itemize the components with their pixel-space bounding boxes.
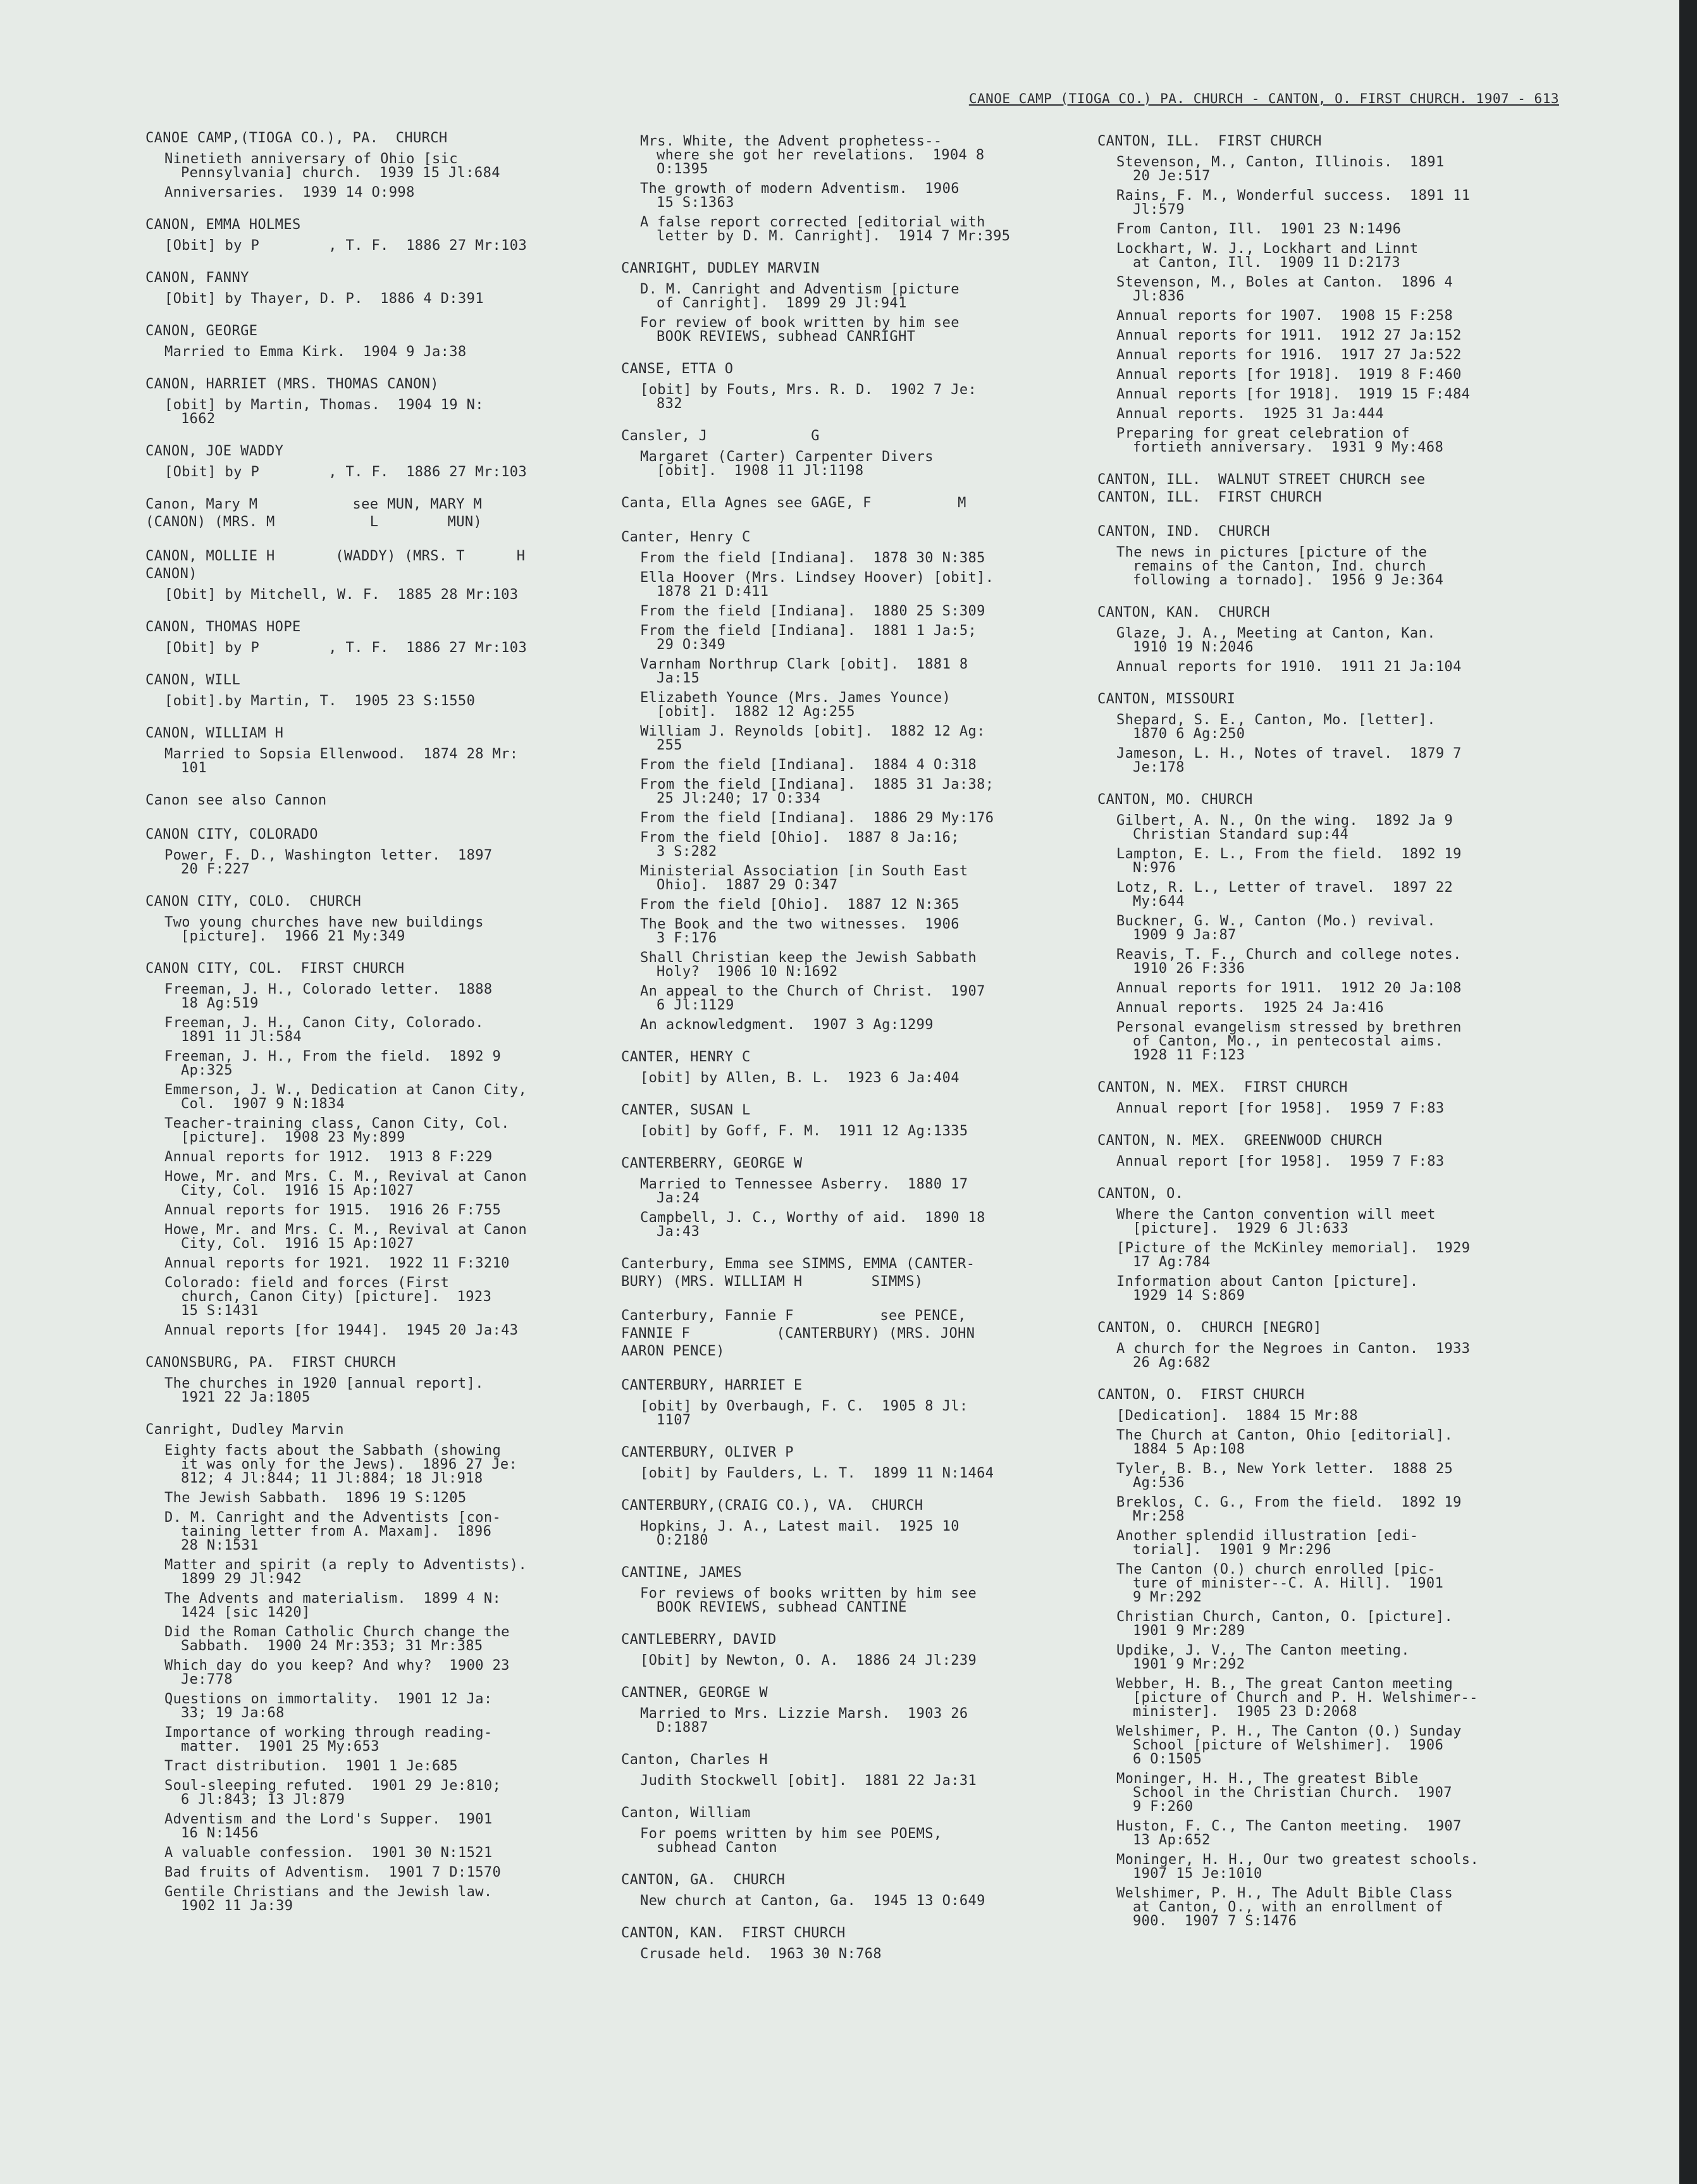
entry-citation: A valuable confession. 1901 30 N:1521 [164,1845,493,1861]
entry-heading: CANTERBERRY, GEORGE W [621,1156,803,1171]
entry-citation: [obit] by Martin, Thomas. 1904 19 N: 1662 [164,397,484,427]
entry-heading: Canon see also Cannon [145,793,327,808]
entry-citation: Anniversaries. 1939 14 O:998 [164,185,415,201]
index-entry [1097,1079,1584,1116]
index-entry [145,672,633,708]
entry-citation: Annual reports for 1921. 1922 11 F:3210 [164,1255,510,1271]
entry-citation: Ella Hoover (Mrs. Lindsey Hoover) [obit]. 1878 21 D:411 [640,570,994,600]
index-entry [621,1805,1108,1855]
entry-citation: An appeal to the Church of Christ. 1907 6 Jl:1129 [640,984,985,1013]
entry-citation: Stevenson, M., Boles at Canton. 1896 4 Jl:836 [1116,275,1453,304]
index-entry [145,792,633,810]
index-entry [621,1255,1108,1291]
entry-heading: Canton, William [621,1805,751,1821]
entry-citation: The Jewish Sabbath. 1896 19 S:1205 [164,1490,467,1506]
entry-citation: Gilbert, A. N., On the wing. 1892 Ja 9 Christian Standard sup:44 [1116,813,1453,842]
entry-citation: Matter and spirit (a reply to Adventists). 1899 29 Jl:942 [164,1557,528,1587]
entry-heading: Canterbury, Emma see SIMMS, EMMA (CANTER- BURY) (MRS. WILLIAM H SIMMS) [621,1256,975,1290]
entry-citation: For review of book written by him see BOOK REVIEWS, subhead CANRIGHT [640,315,960,345]
entry-heading: CANTON, KAN. CHURCH [1097,605,1270,620]
entry-citation: Moninger, H. H., The greatest Bible School in the Christian Church. 1907 9 F:260 [1116,1771,1452,1815]
entry-heading: Canter, Henry C [621,529,751,545]
entry-citation: Annual report [for 1958]. 1959 7 F:83 [1116,1101,1445,1116]
index-entry [621,1684,1108,1735]
index-entry [621,1631,1108,1668]
entry-citation: Soul-sleeping refuted. 1901 29 Je:810; 6 Jl:843; 13 Jl:879 [164,1778,502,1808]
entry-citation: [Obit] by Thayer, D. P. 1886 4 D:391 [164,291,484,307]
entry-citation: Annual reports [for 1944]. 1945 20 Ja:43 [164,1323,519,1338]
index-entry [145,130,633,200]
entry-heading: CANTERBURY, HARRIET E [621,1378,803,1393]
entry-citation: The growth of modern Adventism. 1906 15 S:1363 [640,181,960,211]
entry-heading: CANTON, N. MEX. FIRST CHURCH [1097,1080,1348,1095]
index-column-2 [621,130,1108,1978]
entry-heading: CANTER, SUSAN L [621,1102,751,1118]
entry-citation: [Obit] by P , T. F. 1886 27 Mr:103 [164,464,528,480]
index-entry [621,361,1108,411]
entry-citation: [obit].by Martin, T. 1905 23 S:1550 [164,693,476,709]
entry-heading: CANTER, HENRY C [621,1049,751,1065]
entry-citation: [Dedication]. 1884 15 Mr:88 [1116,1408,1359,1424]
entry-citation: Freeman, J. H., Canon City, Colorado. 1891 11 Jl:584 [164,1015,484,1045]
entry-heading: CANRIGHT, DUDLEY MARVIN [621,261,820,276]
entry-heading: CANSE, ETTA O [621,361,734,377]
entry-citation: Annual reports for 1912. 1913 8 F:229 [164,1149,493,1165]
index-entry [621,428,1108,478]
index-column-1 [145,130,633,1930]
index-entry [145,619,633,655]
entry-citation: From the field [Indiana]. 1881 1 Ja:5; 29 O:349 [640,623,977,653]
index-entry [145,826,633,877]
index-entry [1097,133,1584,455]
entry-heading: CANON, WILL [145,672,241,688]
entry-citation: Varnham Northrup Clark [obit]. 1881 8 Ja:15 [640,657,968,686]
entry-heading: CANTON, ILL. WALNUT STREET CHURCH see CANTON, ILL. FIRST CHURCH [1097,472,1426,505]
index-entry [621,495,1108,512]
entry-citation: Webber, H. B., The great Canton meeting [picture of Church and P. H. Welshimer-- minister]. 1905 23 D:2068 [1116,1676,1478,1720]
entry-citation: From the field [Indiana]. 1885 31 Ja:38; 25 Jl:240; 17 O:334 [640,777,994,806]
entry-citation: Annual reports for 1907. 1908 15 F:258 [1116,308,1453,324]
entry-heading: CANON, THOMAS HOPE [145,619,301,635]
entry-citation: Breklos, C. G., From the field. 1892 19 Mr:258 [1116,1495,1462,1524]
index-entry [1097,523,1584,588]
entry-citation: Tract distribution. 1901 1 Je:685 [164,1758,458,1774]
entry-citation: Which day do you keep? And why? 1900 23 Je:778 [164,1658,510,1687]
entry-citation: Annual reports for 1911. 1912 27 Ja:152 [1116,328,1462,343]
entry-citation: Annual reports for 1911. 1912 20 Ja:108 [1116,980,1462,996]
entry-citation: Welshimer, P. H., The Canton (O.) Sunday School [picture of Welshimer]. 1906 6 O:1505 [1116,1724,1462,1767]
entry-citation: Colorado: field and forces (First church, Canon City) [picture]. 1923 15 S:1431 [164,1275,492,1319]
entry-citation: Another splendid illustration [edi- torial]. 1901 9 Mr:296 [1116,1528,1419,1558]
entry-citation: Welshimer, P. H., The Adult Bible Class at Canton, O., with an enrollment of 900. 1907 7 S:1476 [1116,1885,1453,1929]
entry-citation: From Canton, Ill. 1901 23 N:1496 [1116,221,1402,237]
entry-citation: Annual reports for 1910. 1911 21 Ja:104 [1116,659,1462,675]
entry-citation: From the field [Ohio]. 1887 8 Ja:16; 3 S:282 [640,830,960,860]
entry-citation: A church for the Negroes in Canton. 1933 26 Ag:682 [1116,1341,1471,1371]
entry-citation: Updike, J. V., The Canton meeting. 1901 9 Mr:292 [1116,1643,1410,1672]
entry-heading: CANTON, GA. CHURCH [621,1872,786,1888]
index-entry [621,1102,1108,1138]
index-entry [621,1751,1108,1788]
entry-citation: Importance of working through reading- matter. 1901 25 My:653 [164,1725,493,1755]
index-entry [621,1497,1108,1548]
entry-heading: CANTON, O. FIRST CHURCH [1097,1387,1305,1403]
index-entry [621,1564,1108,1615]
entry-citation: Married to Tennessee Asberry. 1880 17 Ja:24 [640,1176,968,1206]
index-entry [145,1421,633,1913]
entry-citation: From the field [Indiana]. 1886 29 My:176 [640,810,994,826]
entry-heading: CANTON, IND. CHURCH [1097,524,1270,540]
entry-citation: Margaret (Carter) Carpenter Divers [obit]. 1908 11 Jl:1198 [640,449,934,479]
entry-citation: An acknowledgment. 1907 3 Ag:1299 [640,1017,934,1033]
entry-citation: Married to Sopsia Ellenwood. 1874 28 Mr: 101 [164,746,519,776]
index-entry [145,725,633,775]
entry-citation: D. M. Canright and Adventism [picture of Canright]. 1899 29 Jl:941 [640,281,960,311]
entry-heading: CANONSBURG, PA. FIRST CHURCH [145,1355,396,1371]
entry-citation: Annual reports. 1925 24 Ja:416 [1116,1000,1384,1016]
entry-citation: Two young churches have new buildings [picture]. 1966 21 My:349 [164,915,484,944]
entry-citation: For poems written by him see POEMS, subhead Canton [640,1826,942,1856]
entry-citation: [obit] by Goff, F. M. 1911 12 Ag:1335 [640,1123,968,1139]
entry-heading: CANTON, ILL. FIRST CHURCH [1097,133,1322,149]
entry-citation: Lotz, R. L., Letter of travel. 1897 22 My:644 [1116,880,1453,910]
index-entry [145,496,633,531]
entry-citation: Huston, F. C., The Canton meeting. 1907 13 Ap:652 [1116,1818,1462,1848]
index-entry [621,1377,1108,1428]
entry-citation: For reviews of books written by him see BOOK REVIEWS, subhead CANTINE [640,1586,977,1615]
entry-citation: [obit] by Faulders, L. T. 1899 11 N:1464 [640,1465,994,1481]
entry-citation: [obit] by Fouts, Mrs. R. D. 1902 7 Je: 832 [640,382,977,412]
index-column-3 [1097,133,1584,1945]
entry-citation: The Advents and materialism. 1899 4 N: 1424 [sic 1420] [164,1591,502,1620]
entry-citation: Judith Stockwell [obit]. 1881 22 Ja:31 [640,1773,977,1789]
index-entry [145,443,633,479]
index-entry [1097,791,1584,1063]
entry-heading: CANON, MOLLIE H (WADDY) (MRS. T H CANON) [145,548,526,582]
entry-citation: Howe, Mr. and Mrs. C. M., Revival at Canon City, Col. 1916 15 Ap:1027 [164,1169,528,1199]
entry-heading: CANON, HARRIET (MRS. THOMAS CANON) [145,376,439,392]
entry-citation: Preparing for great celebration of fortieth anniversary. 1931 9 My:468 [1116,426,1444,455]
entry-heading: CANTINE, JAMES [621,1565,743,1581]
entry-heading: CANON, GEORGE [145,323,258,339]
entry-heading: CANON CITY, COLORADO [145,827,318,842]
entry-citation: Married to Mrs. Lizzie Marsh. 1903 26 D:1887 [640,1706,968,1736]
entry-citation: From the field [Indiana]. 1878 30 N:385 [640,550,985,566]
index-entry [145,376,633,426]
entry-citation: Glaze, J. A., Meeting at Canton, Kan. 1910 19 N:2046 [1116,626,1436,655]
entry-citation: Shepard, S. E., Canton, Mo. [letter]. 1870 6 Ag:250 [1116,712,1436,742]
entry-citation: Buckner, G. W., Canton (Mo.) revival. 1909 9 Ja:87 [1116,913,1436,943]
index-entry [1097,604,1584,674]
entry-citation: [Obit] by Newton, O. A. 1886 24 Jl:239 [640,1653,977,1669]
index-entry [621,1049,1108,1085]
entry-citation: Elizabeth Younce (Mrs. James Younce) [obit]. 1882 12 Ag:255 [640,690,951,720]
entry-heading: CANTERBURY,(CRAIG CO.), VA. CHURCH [621,1498,923,1514]
scan-edge [1679,0,1697,2184]
entry-heading: CANON, WILLIAM H [145,725,284,741]
index-entry [621,1444,1108,1481]
entry-citation: D. M. Canright and the Adventists [con- taining letter from A. Maxam]. 1896 28 N:1531 [164,1510,502,1553]
entry-heading: CANTON, KAN. FIRST CHURCH [621,1925,846,1941]
entry-citation: Shall Christian keep the Jewish Sabbath Holy? 1906 10 N:1692 [640,950,977,980]
entry-heading: Cansler, J G [621,428,820,444]
index-entry [621,260,1108,344]
entry-citation: From the field [Ohio]. 1887 12 N:365 [640,897,960,913]
entry-citation: Lampton, E. L., From the field. 1892 19 N:976 [1116,846,1462,876]
entry-heading: CANTON, N. MEX. GREENWOOD CHURCH [1097,1133,1383,1149]
entry-heading: CANTNER, GEORGE W [621,1685,768,1701]
entry-citation: Crusade held. 1963 30 N:768 [640,1946,882,1962]
entry-heading: CANTON, O. [1097,1186,1184,1202]
index-entry [1097,1132,1584,1169]
entry-citation: Hopkins, J. A., Latest mail. 1925 10 O:2180 [640,1519,960,1548]
entry-citation: Annual reports for 1915. 1916 26 F:755 [164,1202,502,1218]
entry-citation: Emmerson, J. W., Dedication at Canon City, Col. 1907 9 N:1834 [164,1082,528,1112]
index-entry [621,135,1108,244]
entry-citation: [Obit] by P , T. F. 1886 27 Mr:103 [164,640,528,656]
entry-citation: Mrs. White, the Advent prophetess-- where she got her revelations. 1904 8 O:1395 [640,133,985,177]
index-entry [145,960,633,1338]
entry-heading: CANON, JOE WADDY [145,443,284,459]
index-entry [145,269,633,306]
entry-heading: CANON, FANNY [145,270,249,286]
entry-heading: Canright, Dudley Marvin [145,1422,344,1438]
entry-citation: Where the Canton convention will meet [picture]. 1929 6 Jl:633 [1116,1207,1436,1237]
index-entry [1097,1319,1584,1370]
entry-citation: Reavis, T. F., Church and college notes. 1910 26 F:336 [1116,947,1462,977]
entry-citation: Teacher-training class, Canon City, Col. [picture]. 1908 23 My:899 [164,1116,510,1145]
index-entry [621,529,1108,1032]
index-entry [621,1925,1108,1961]
index-entry [621,1155,1108,1239]
running-head: CANOE CAMP (TIOGA CO.) PA. CHURCH - CANTON, O. FIRST CHURCH. 1907 - 613 [968,91,1559,106]
entry-citation: Did the Roman Catholic Church change the Sabbath. 1900 24 Mr:353; 31 Mr:385 [164,1624,510,1654]
index-entry [1097,1386,1584,1928]
entry-citation: New church at Canton, Ga. 1945 13 O:649 [640,1893,985,1909]
entry-citation: Tyler, B. B., New York letter. 1888 25 Ag:536 [1116,1461,1453,1491]
entry-citation: The news in pictures [picture of the remains of the Canton, Ind. church following a tornado]. 1956 9 Je:364 [1116,545,1444,588]
index-entry [145,548,633,602]
entry-citation: William J. Reynolds [obit]. 1882 12 Ag: 255 [640,724,985,753]
entry-citation: Howe, Mr. and Mrs. C. M., Revival at Canon City, Col. 1916 15 Ap:1027 [164,1222,528,1252]
entry-citation: [obit] by Allen, B. L. 1923 6 Ja:404 [640,1070,960,1086]
index-entry [1097,1185,1584,1303]
entry-citation: Stevenson, M., Canton, Illinois. 1891 20 Je:517 [1116,154,1445,184]
entry-citation: Annual reports. 1925 31 Ja:444 [1116,406,1384,422]
entry-citation: Eighty facts about the Sabbath (showing it was only for the Jews). 1896 27 Je: 812; 4 Jl:844; 11 Jl:884; 18 Jl:918 [164,1443,518,1486]
entry-heading: CANON CITY, COLO. CHURCH [145,894,362,910]
entry-citation: From the field [Indiana]. 1880 25 S:309 [640,603,985,619]
entry-citation: Annual reports [for 1918]. 1919 8 F:460 [1116,367,1462,383]
entry-citation: Ministerial Association [in South East Ohio]. 1887 29 O:347 [640,863,968,893]
index-entry [621,1872,1108,1908]
entry-citation: [Picture of the McKinley memorial]. 1929 17 Ag:784 [1116,1240,1471,1270]
index-entry [621,1307,1108,1360]
entry-citation: Married to Emma Kirk. 1904 9 Ja:38 [164,344,467,360]
entry-citation: Annual reports [for 1918]. 1919 15 F:484 [1116,386,1471,402]
entry-heading: CANTON, MO. CHURCH [1097,792,1253,808]
entry-heading: Canon, Mary M see MUN, MARY M (CANON) (MRS. M L MUN) [145,497,483,530]
entry-citation: The Church at Canton, Ohio [editorial]. 1884 5 Ap:108 [1116,1428,1453,1457]
entry-heading: CANTERBURY, OLIVER P [621,1445,794,1460]
entry-citation: Moninger, H. H., Our two greatest schools. 1907 15 Je:1010 [1116,1852,1479,1882]
entry-citation: Bad fruits of Adventism. 1901 7 D:1570 [164,1865,502,1880]
entry-citation: Adventism and the Lord's Supper. 1901 16 N:1456 [164,1811,493,1841]
entry-heading: CANON, EMMA HOLMES [145,217,301,233]
index-entry [145,893,633,944]
entry-heading: CANTON, O. CHURCH [NEGRO] [1097,1320,1322,1336]
index-entry [1097,471,1584,507]
entry-heading: Canterbury, Fannie F see PENCE, FANNIE F (CANTERBURY) (MRS. JOHN AARON PENCE) [621,1308,975,1359]
entry-citation: Campbell, J. C., Worthy of aid. 1890 18 Ja:43 [640,1210,985,1240]
index-entry [145,323,633,359]
entry-citation: The Canton (O.) church enrolled [pic- ture of minister--C. A. Hill]. 1901 9 Mr:292 [1116,1562,1444,1605]
entry-citation: Annual report [for 1958]. 1959 7 F:83 [1116,1154,1445,1169]
entry-heading: Canta, Ella Agnes see GAGE, F M [621,495,966,511]
entry-heading: CANTLEBERRY, DAVID [621,1632,777,1648]
entry-citation: Freeman, J. H., From the field. 1892 9 Ap:325 [164,1049,502,1078]
entry-citation: Jameson, L. H., Notes of travel. 1879 7 Je:178 [1116,746,1462,775]
entry-citation: Power, F. D., Washington letter. 1897 20 F:227 [164,848,493,877]
entry-heading: CANOE CAMP,(TIOGA CO.), PA. CHURCH [145,130,448,146]
index-entry [145,1354,633,1405]
entry-citation: Personal evangelism stressed by brethren of Canton, Mo., in pentecostal aims. 1928 11 F:123 [1116,1020,1462,1063]
entry-heading: CANTON, MISSOURI [1097,691,1236,707]
entry-citation: Annual reports for 1916. 1917 27 Ja:522 [1116,347,1462,363]
entry-citation: Questions on immortality. 1901 12 Ja: 33; 19 Ja:68 [164,1691,493,1721]
entry-citation: Freeman, J. H., Colorado letter. 1888 18 Ag:519 [164,982,493,1011]
entry-citation: A false report corrected [editorial with letter by D. M. Canright]. 1914 7 Mr:395 [640,214,1011,244]
entry-citation: Ninetieth anniversary of Ohio [sic Pennsylvania] church. 1939 15 Jl:684 [164,151,500,181]
index-entry [1097,691,1584,775]
entry-citation: [Obit] by P , T. F. 1886 27 Mr:103 [164,238,528,254]
entry-citation: From the field [Indiana]. 1884 4 O:318 [640,757,977,773]
entry-citation: [Obit] by Mitchell, W. F. 1885 28 Mr:103 [164,587,519,603]
entry-heading: CANON CITY, COL. FIRST CHURCH [145,961,405,977]
index-entry [145,216,633,253]
entry-citation: Rains, F. M., Wonderful success. 1891 11 Jl:579 [1116,188,1471,218]
entry-citation: The churches in 1920 [annual report]. 1921 22 Ja:1805 [164,1376,484,1405]
entry-citation: [obit] by Overbaugh, F. C. 1905 8 Jl: 1107 [640,1398,968,1428]
entry-citation: The Book and the two witnesses. 1906 3 F:176 [640,916,960,946]
entry-citation: Information about Canton [picture]. 1929 14 S:869 [1116,1274,1419,1304]
entry-citation: Gentile Christians and the Jewish law. 1902 11 Ja:39 [164,1884,493,1914]
entry-heading: Canton, Charles H [621,1752,768,1768]
entry-citation: Christian Church, Canton, O. [picture]. 1901 9 Mr:289 [1116,1609,1453,1639]
entry-citation: Lockhart, W. J., Lockhart and Linnt at Canton, Ill. 1909 11 D:2173 [1116,241,1419,271]
